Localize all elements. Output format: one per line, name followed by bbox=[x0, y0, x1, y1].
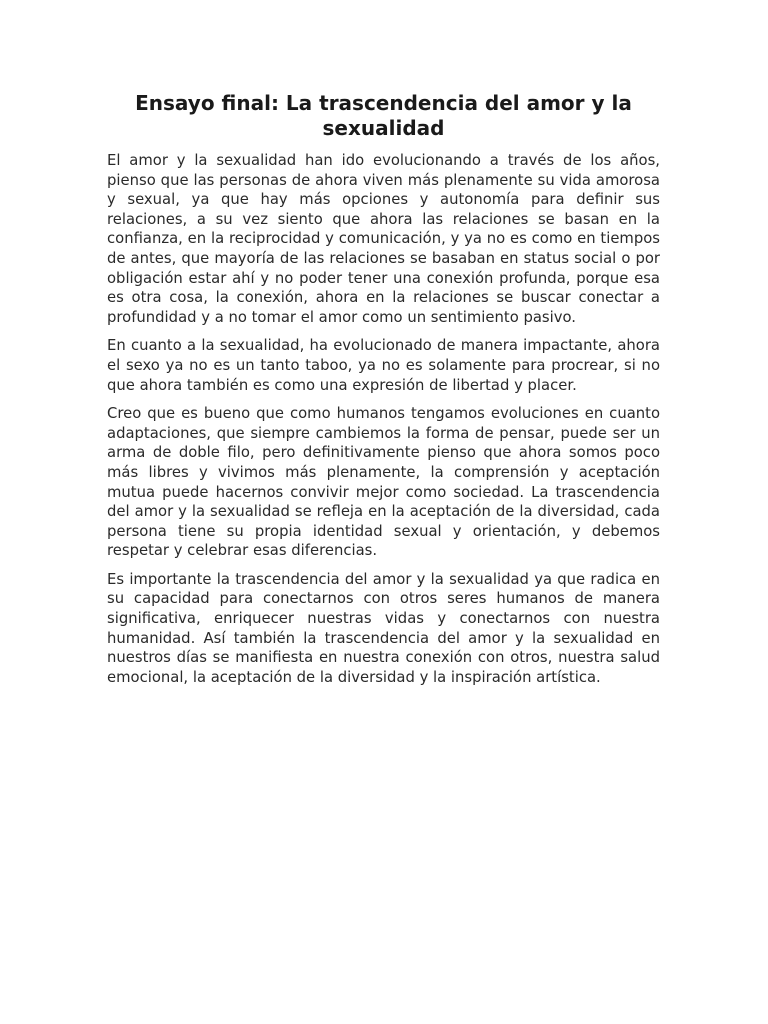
paragraph-3: Creo que es bueno que como humanos tengamos evoluciones en cuanto adaptaciones, que siempre cambiemos la forma de pensar, puede ser un arma de doble filo, pero definitivamente pienso que ahora somos poco más libres y vivimos más plenamente, la comprensión y aceptación mutua puede hacernos convivir mejor como sociedad. La trascendencia del amor y la sexualidad se refleja en la aceptación de la diversidad, cada persona tiene su propia identidad sexual y orientación, y debemos respetar y celebrar esas diferencias. bbox=[107, 405, 660, 560]
document-body bbox=[107, 91, 660, 696]
paragraph-1: El amor y la sexualidad han ido evolucionando a través de los años, pienso que las personas de ahora viven más plenamente su vida amorosa y sexual, ya que hay más opciones y autonomía para definir sus relaciones, a su vez siento que ahora las relaciones se basan en la confianza, en la reciprocidad y comunicación, y ya no es como en tiempos de antes, que mayoría de las relaciones se basaban en status social o por obligación estar ahí y no poder tener una conexión profunda, porque esa es otra cosa, la conexión, ahora en la relaciones se buscar conectar a profundidad y a no tomar el amor como un sentimiento pasivo. bbox=[107, 152, 660, 326]
paragraph-2: En cuanto a la sexualidad, ha evolucionado de manera impactante, ahora el sexo ya no es un tanto taboo, ya no es solamente para procrear, si no que ahora también es como una expresión de libertad y placer. bbox=[107, 337, 660, 394]
document-title: Ensayo final: La trascendencia del amor y la sexualidad bbox=[135, 91, 632, 140]
paragraph-4: Es importante la trascendencia del amor y la sexualidad ya que radica en su capacidad para conectarnos con otros seres humanos de manera significativa, enriquecer nuestras vidas y conectarnos con nuestra humanidad. Así también la trascendencia del amor y la sexualidad en nuestros días se manifiesta en nuestra conexión con otros, nuestra salud emocional, la aceptación de la diversidad y la inspiración artística. bbox=[107, 570, 660, 686]
